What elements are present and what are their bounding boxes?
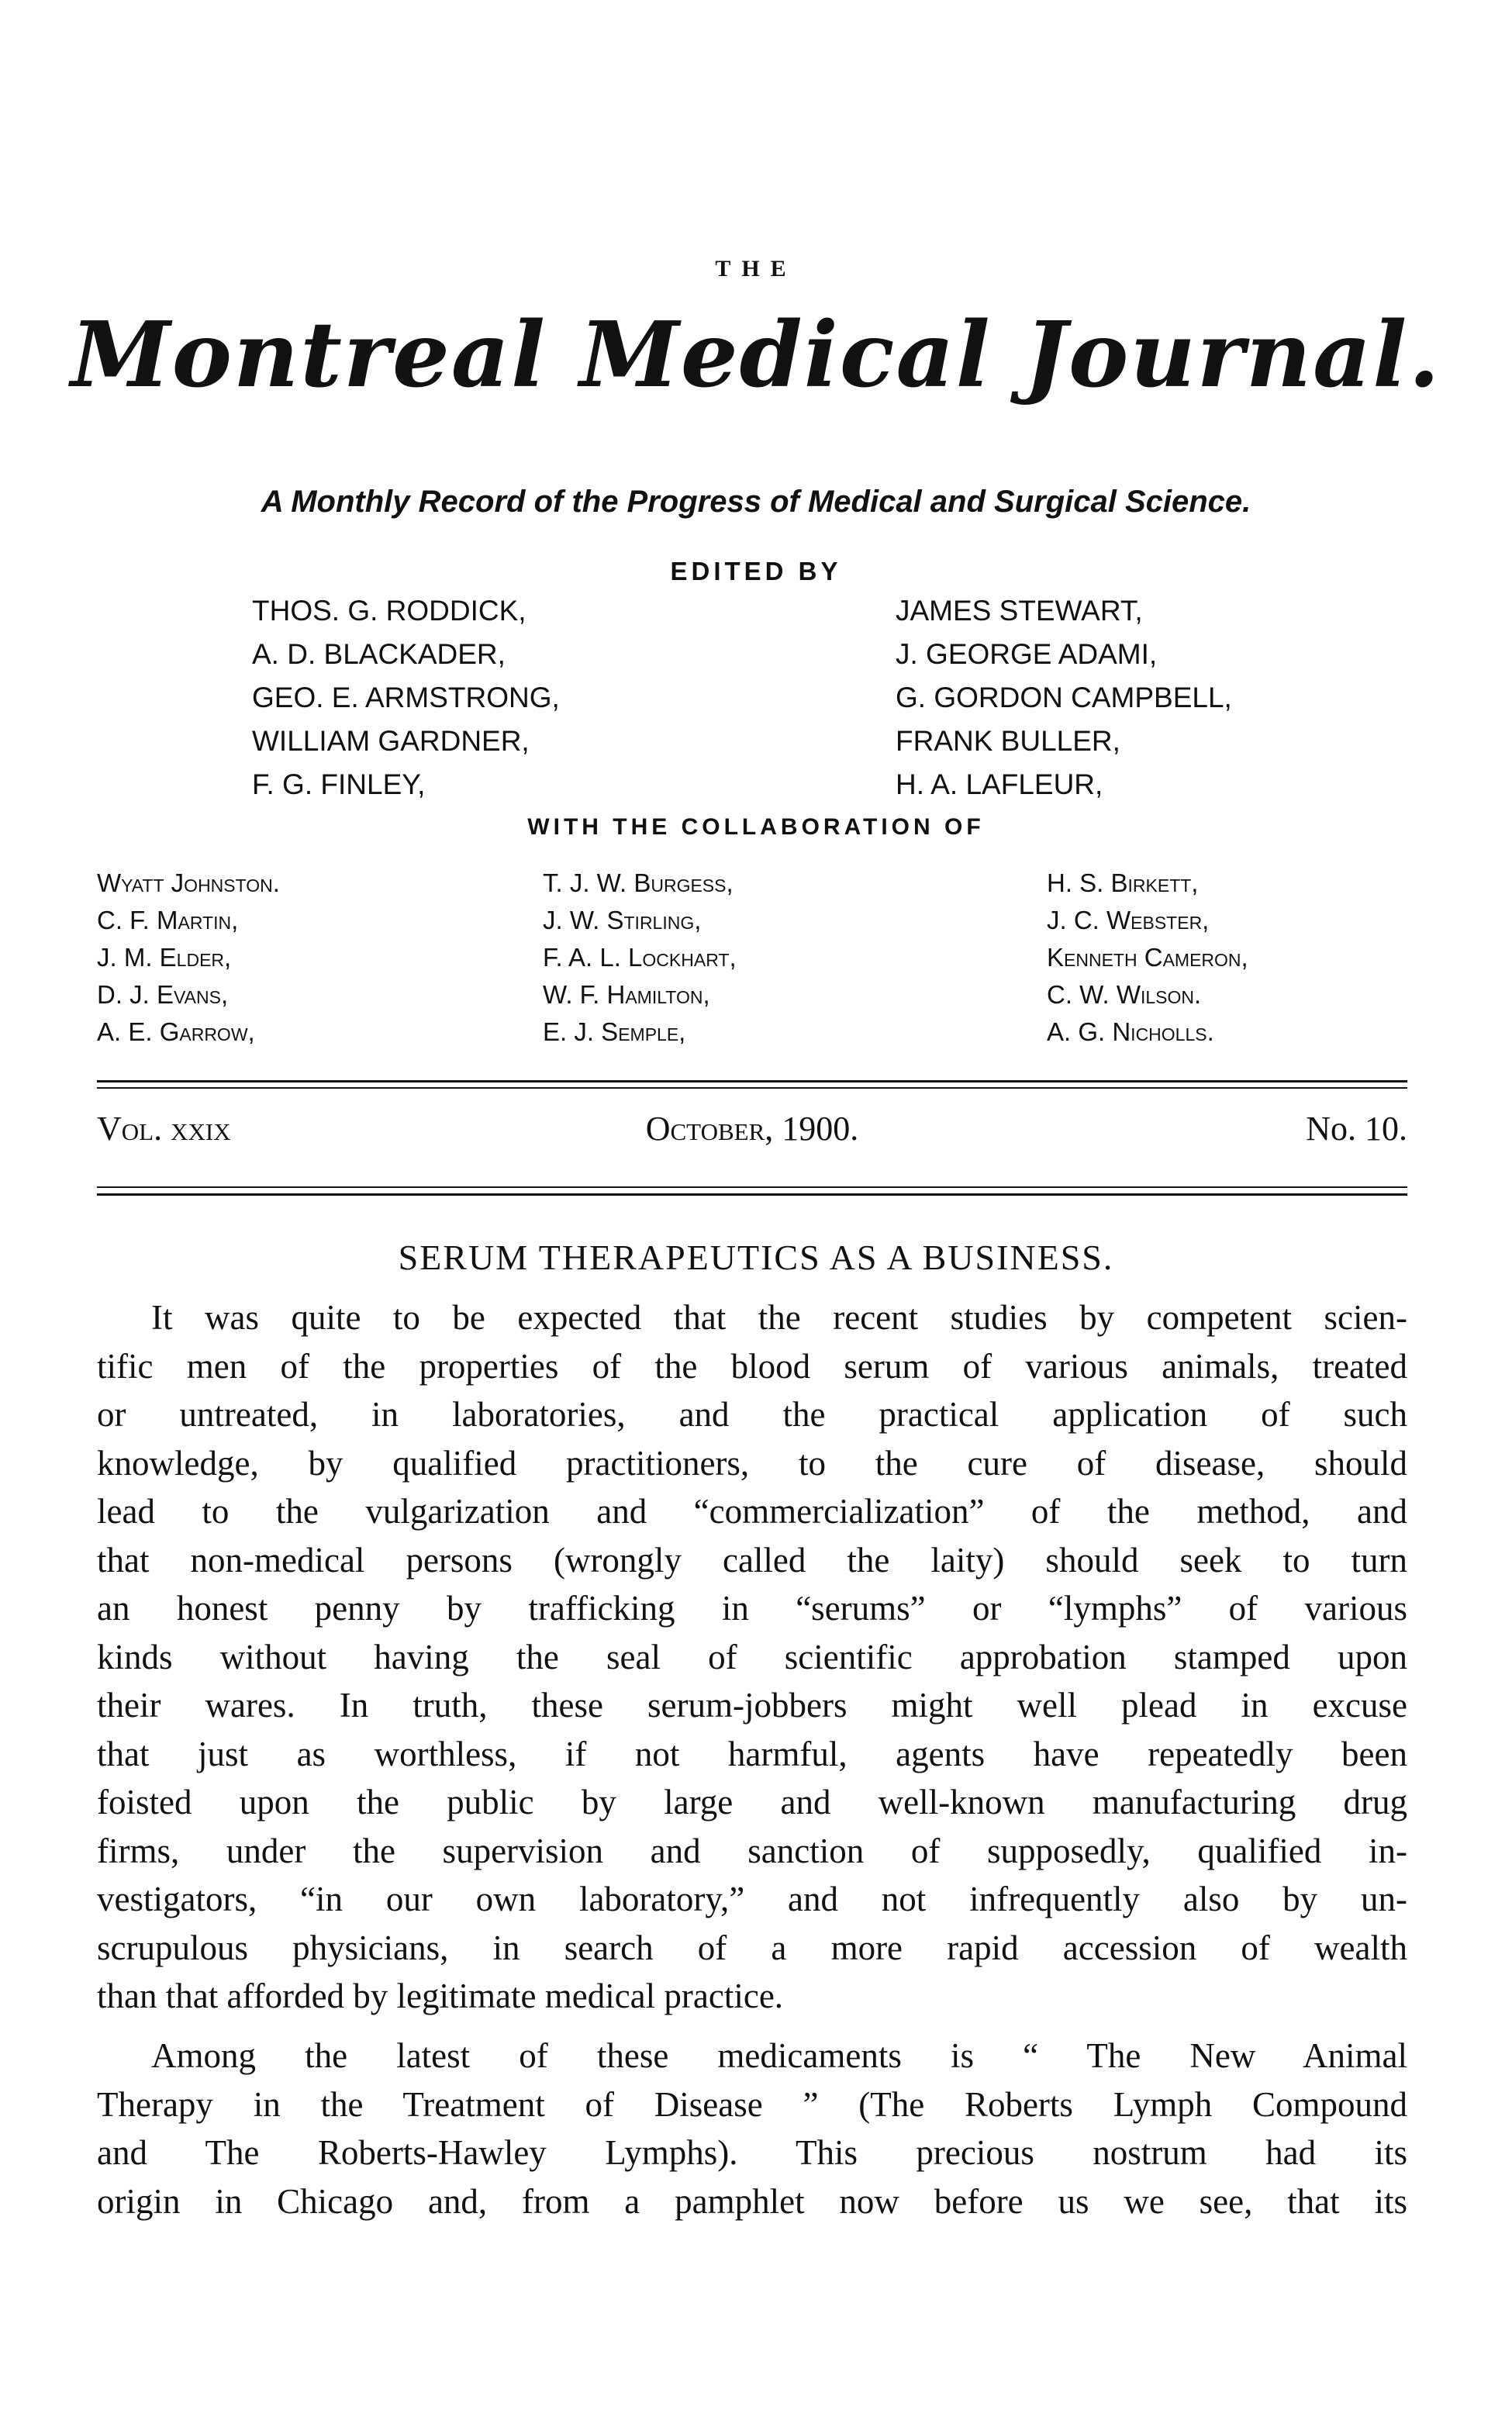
article-paragraph-1 <box>97 1293 1407 2021</box>
collaborator-name: H. S. Birkett, <box>1047 868 1199 897</box>
editor-name: GEO. E. ARMSTRONG, <box>252 682 560 713</box>
editor-name: J. GEORGE ADAMI, <box>896 638 1158 670</box>
text-line: knowledge, by qualified practitioners, to the cure of disease, should <box>97 1443 1407 1483</box>
text-line: kinds without having the seal of scientific approbation stamped upon <box>97 1637 1407 1676</box>
text-line: an honest penny by trafficking in “serums” or “lymphs” of various <box>97 1589 1407 1628</box>
top-rule-thin <box>97 1087 1407 1089</box>
issue-date: October, 1900. <box>645 1110 859 1148</box>
collaborator-name: J. C. Webster, <box>1047 906 1210 934</box>
text-line: Among the latest of these medicaments is “ The New Animal <box>151 2036 1407 2075</box>
editor-name: JAMES STEWART, <box>896 595 1143 627</box>
collaborator-name: J. M. Elder, <box>97 943 232 972</box>
text-line: or untreated, in laboratories, and the practical application of such <box>97 1395 1407 1434</box>
text-line: scrupulous physicians, in search of a more rapid accession of wealth <box>97 1928 1407 1967</box>
text-line: vestigators, “in our own laboratory,” and not infrequently also by un- <box>97 1880 1407 1918</box>
masthead-the: THE <box>715 256 797 281</box>
collaborator-name: C. W. Wilson. <box>1047 980 1202 1009</box>
editors-left-column <box>252 589 560 806</box>
text-line: Therapy in the Treatment of Disease ” (The Roberts Lymph Compound <box>97 2084 1407 2124</box>
editor-name: F. G. FINLEY, <box>252 768 426 800</box>
collaborator-name: D. J. Evans, <box>97 980 229 1009</box>
editor-name: THOS. G. RODDICK, <box>252 595 526 627</box>
collaborators-column-3 <box>1047 865 1248 1051</box>
journal-title: Montreal Medical Journal. <box>71 302 1441 408</box>
collaborator-name: F. A. L. Lockhart, <box>543 943 737 972</box>
collaborator-name: A. E. Garrow, <box>97 1017 255 1046</box>
collaborator-name: Kenneth Cameron, <box>1047 943 1248 972</box>
collaborators-column-1 <box>97 865 280 1051</box>
collaborators-column-2 <box>543 865 737 1051</box>
article-title: SERUM THERAPEUTICS AS A BUSINESS. <box>398 1238 1114 1277</box>
editor-name: FRANK BULLER, <box>896 725 1120 757</box>
text-line: their wares. In truth, these serum-jobbers might well plead in excuse <box>97 1686 1407 1725</box>
editor-name: A. D. BLACKADER, <box>252 638 506 670</box>
text-line: lead to the vulgarization and “commercialization” of the method, and <box>97 1492 1407 1531</box>
editor-name: WILLIAM GARDNER, <box>252 725 530 757</box>
collaborator-name: W. F. Hamilton, <box>543 980 710 1009</box>
edited-by-label: EDITED BY <box>670 557 842 585</box>
text-line: origin in Chicago and, from a pamphlet now before us we see, that its <box>97 2181 1407 2221</box>
article-paragraph-2 <box>97 2032 1407 2225</box>
editor-name: G. GORDON CAMPBELL, <box>896 682 1232 713</box>
issue-number: No. 10. <box>1306 1110 1407 1148</box>
collaborator-name: Wyatt Johnston. <box>97 868 280 897</box>
collaborator-name: A. G. Nicholls. <box>1047 1017 1214 1046</box>
collaborator-name: E. J. Semple, <box>543 1017 686 1046</box>
text-line: that non-medical persons (wrongly called the laity) should seek to turn <box>97 1540 1407 1580</box>
top-rule <box>97 1080 1407 1082</box>
editors-right-column <box>896 589 1232 806</box>
editor-name: H. A. LAFLEUR, <box>896 768 1103 800</box>
text-line: firms, under the supervision and sanction of supposedly, qualified in- <box>97 1831 1407 1870</box>
journal-subtitle: A Monthly Record of the Progress of Medical and Surgical Science. <box>261 485 1251 519</box>
collaboration-label: WITH THE COLLABORATION OF <box>527 814 985 840</box>
bottom-rule <box>97 1193 1407 1196</box>
volume-number: Vol. xxix <box>97 1110 231 1148</box>
text-line: tific men of the properties of the blood serum of various animals, treated <box>97 1346 1407 1386</box>
text-line: foisted upon the public by large and well-known manufacturing drug <box>97 1783 1407 1821</box>
collaborator-name: J. W. Stirling, <box>543 906 702 934</box>
bottom-rule-thin <box>97 1186 1407 1188</box>
collaborator-name: C. F. Martin, <box>97 906 239 934</box>
text-line: It was quite to be expected that the recent studies by competent scien- <box>151 1298 1407 1337</box>
collaborator-name: T. J. W. Burgess, <box>543 868 734 897</box>
text-line: and The Roberts-Hawley Lymphs). This precious nostrum had its <box>97 2133 1407 2172</box>
text-line: than that afforded by legitimate medical practice. <box>97 1977 784 2015</box>
text-line: that just as worthless, if not harmful, agents have repeatedly been <box>97 1734 1407 1773</box>
